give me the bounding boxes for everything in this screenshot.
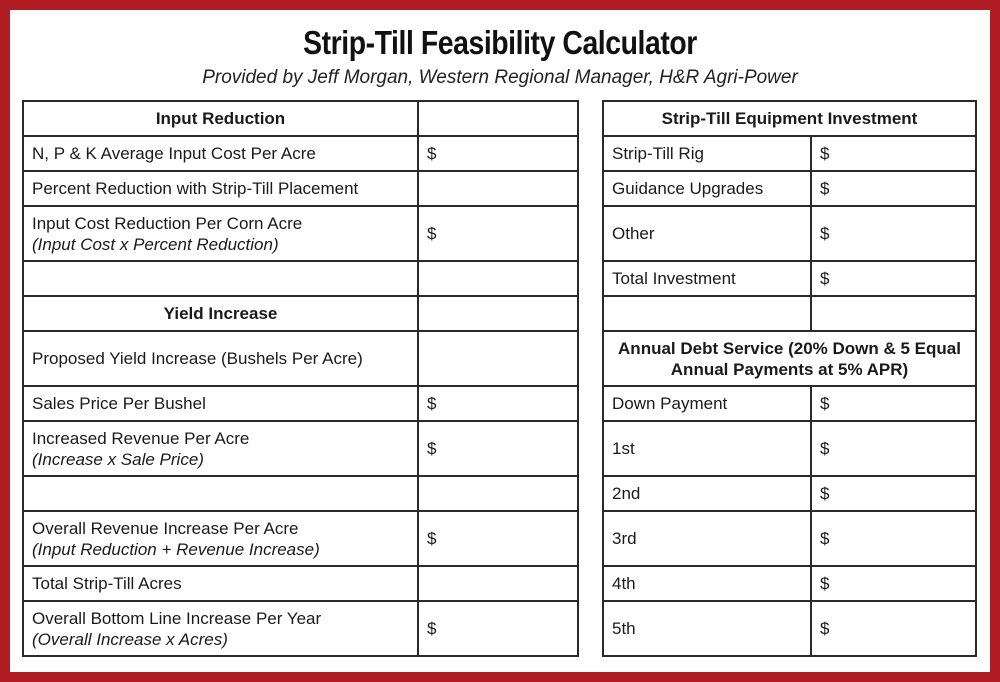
equipment-debt-table: [602, 100, 977, 657]
yield-increase-header: Yield Increase: [23, 296, 418, 331]
table-row: [23, 296, 578, 331]
table-row: [23, 101, 578, 136]
row-label: Overall Bottom Line Increase Per Year: [32, 608, 322, 628]
calculator-frame: [10, 10, 990, 672]
value-input[interactable]: $: [418, 386, 578, 421]
empty-cell: [418, 101, 578, 136]
table-row: [23, 136, 578, 171]
row-label: 3rd: [603, 511, 811, 566]
row-label-cell: [23, 421, 418, 476]
row-label-cell: [23, 601, 418, 656]
row-label: Overall Revenue Increase Per Acre: [32, 518, 299, 538]
row-label: N, P & K Average Input Cost Per Acre: [23, 136, 418, 171]
table-row: [603, 601, 976, 656]
value-input[interactable]: $: [811, 261, 976, 296]
input-reduction-header: Input Reduction: [23, 101, 418, 136]
table-row: [23, 566, 578, 601]
table-row: [23, 421, 578, 476]
empty-cell: [418, 476, 578, 511]
page-title: Strip-Till Feasibility Calculator: [303, 24, 697, 61]
row-label-cell: [23, 206, 418, 261]
table-row: [603, 511, 976, 566]
row-label: Other: [603, 206, 811, 261]
empty-cell: [811, 296, 976, 331]
empty-cell: [23, 476, 418, 511]
table-row: [603, 261, 976, 296]
debt-service-header: Annual Debt Service (20% Down & 5 Equal Annual Payments at 5% APR): [603, 331, 976, 386]
value-input[interactable]: [418, 566, 578, 601]
value-input[interactable]: $: [811, 421, 976, 476]
row-note: (Input Reduction + Revenue Increase): [32, 539, 320, 559]
row-label: Total Strip-Till Acres: [23, 566, 418, 601]
row-label: Sales Price Per Bushel: [23, 386, 418, 421]
table-row: [23, 171, 578, 206]
row-label: Strip-Till Rig: [603, 136, 811, 171]
table-row: [603, 421, 976, 476]
table-row: [603, 206, 976, 261]
value-input[interactable]: $: [418, 421, 578, 476]
table-row: [603, 331, 976, 386]
value-input[interactable]: $: [418, 136, 578, 171]
row-label: Down Payment: [603, 386, 811, 421]
value-input[interactable]: $: [811, 171, 976, 206]
row-label: Increased Revenue Per Acre: [32, 428, 250, 448]
value-input[interactable]: $: [418, 206, 578, 261]
table-row: [23, 476, 578, 511]
table-row: [603, 136, 976, 171]
value-input[interactable]: $: [418, 601, 578, 656]
table-row: [603, 171, 976, 206]
row-label: Total Investment: [603, 261, 811, 296]
row-label: 5th: [603, 601, 811, 656]
table-row: [23, 386, 578, 421]
row-label: 1st: [603, 421, 811, 476]
value-input[interactable]: $: [811, 136, 976, 171]
table-row: [23, 511, 578, 566]
row-label: 2nd: [603, 476, 811, 511]
row-label: Percent Reduction with Strip-Till Placement: [23, 171, 418, 206]
value-input[interactable]: $: [811, 601, 976, 656]
value-input[interactable]: $: [811, 476, 976, 511]
row-note: (Input Cost x Percent Reduction): [32, 234, 279, 254]
page-subtitle: Provided by Jeff Morgan, Western Regional Manager, H&R Agri-Power: [202, 67, 798, 88]
table-row: [23, 601, 578, 656]
row-note: (Overall Increase x Acres): [32, 629, 228, 649]
table-row: [603, 296, 976, 331]
table-row: [23, 206, 578, 261]
value-input[interactable]: $: [811, 511, 976, 566]
value-input[interactable]: $: [811, 206, 976, 261]
equipment-investment-header: Strip-Till Equipment Investment: [603, 101, 976, 136]
value-input[interactable]: $: [418, 511, 578, 566]
table-row: [23, 331, 578, 386]
empty-cell: [418, 261, 578, 296]
row-label-cell: [23, 511, 418, 566]
empty-cell: [23, 261, 418, 296]
row-label: Guidance Upgrades: [603, 171, 811, 206]
empty-cell: [418, 296, 578, 331]
value-input[interactable]: [418, 331, 578, 386]
row-note: (Increase x Sale Price): [32, 449, 204, 469]
table-row: [603, 101, 976, 136]
input-yield-table: [22, 100, 579, 657]
table-row: [23, 261, 578, 296]
table-row: [603, 476, 976, 511]
row-label: Proposed Yield Increase (Bushels Per Acre): [23, 331, 418, 386]
value-input[interactable]: [418, 171, 578, 206]
value-input[interactable]: $: [811, 566, 976, 601]
value-input[interactable]: $: [811, 386, 976, 421]
row-label: 4th: [603, 566, 811, 601]
table-row: [603, 386, 976, 421]
row-label: Input Cost Reduction Per Corn Acre: [32, 213, 303, 233]
table-row: [603, 566, 976, 601]
empty-cell: [603, 296, 811, 331]
